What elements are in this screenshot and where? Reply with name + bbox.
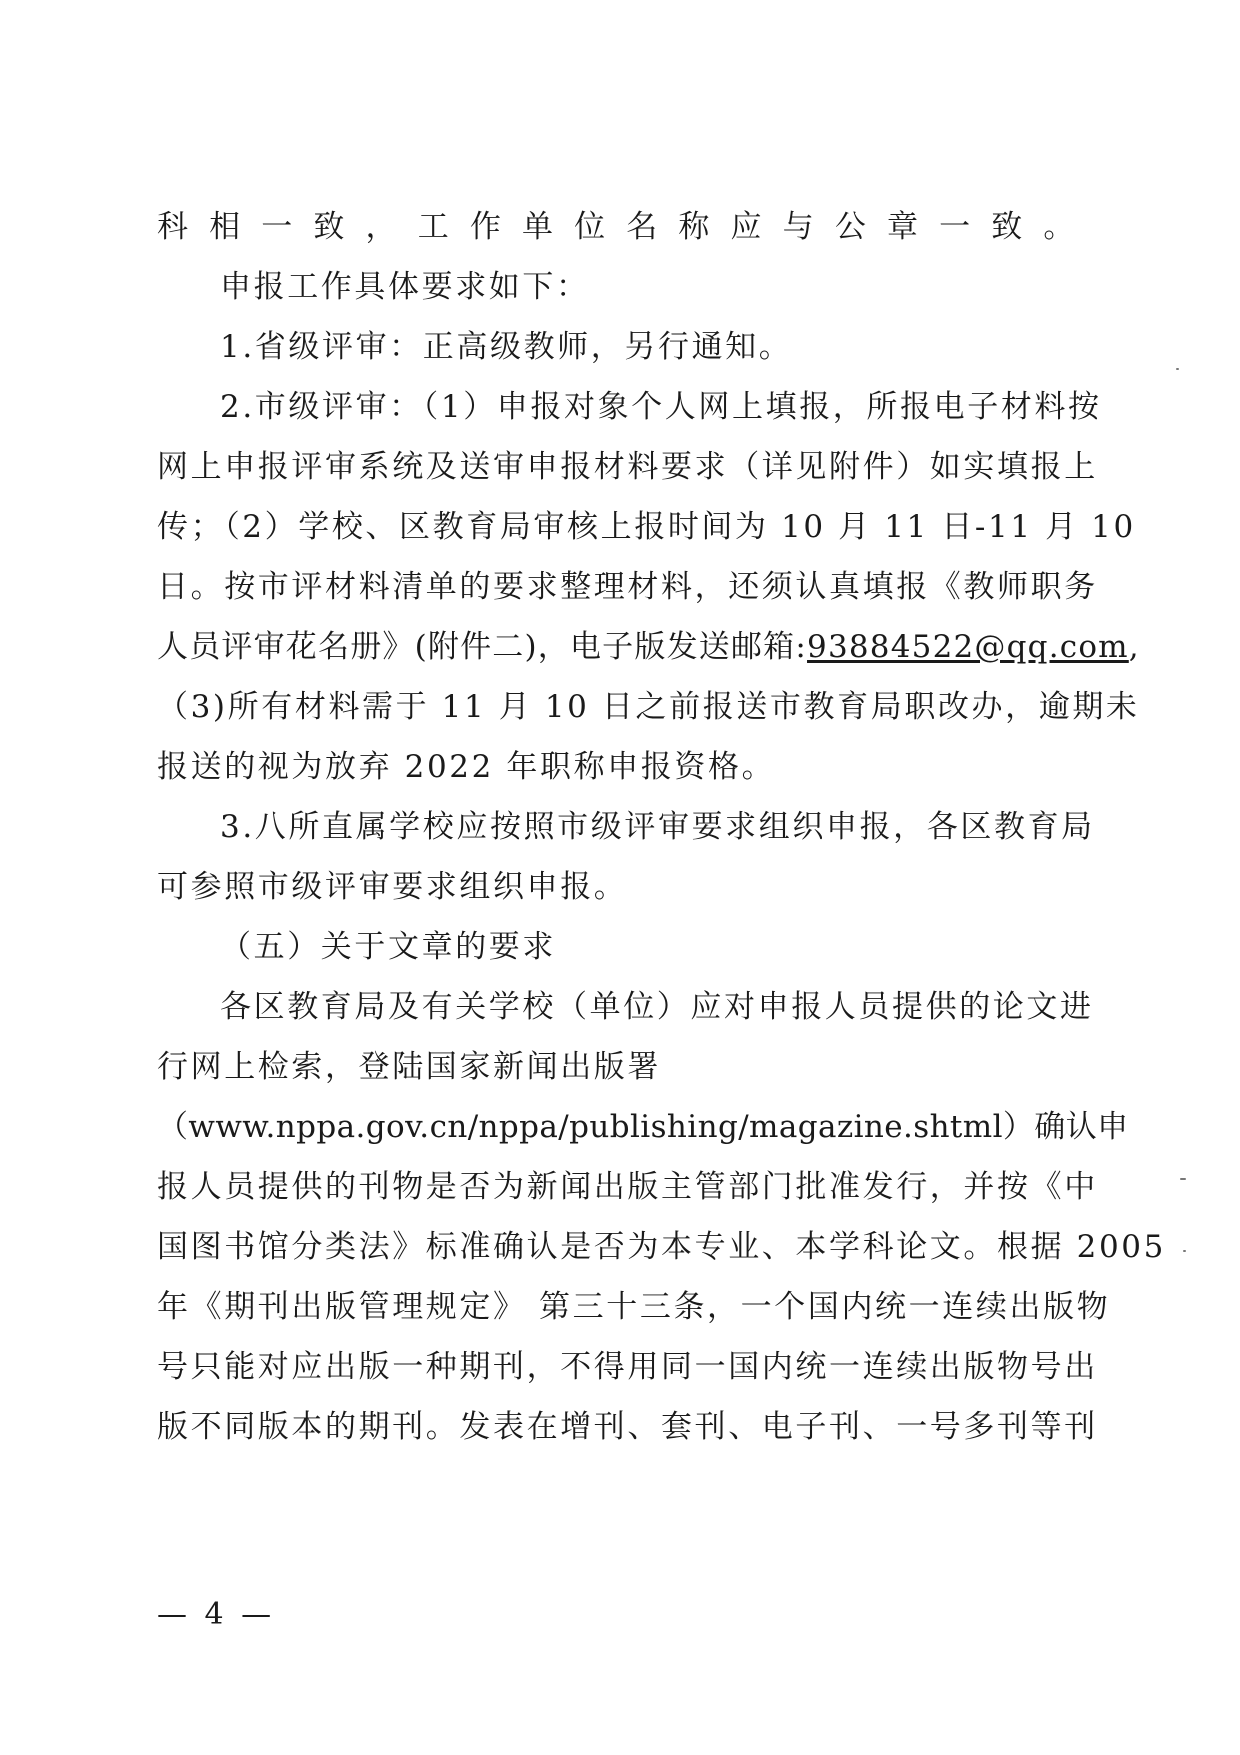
body-line: 年《期刊出版管理规定》 第三十三条，一个国内统一连续出版物 <box>157 1289 1111 1325</box>
body-line: 号只能对应出版一种期刊，不得用同一国内统一连续出版物号出 <box>157 1349 1098 1385</box>
body-line-url: （www.nppa.gov.cn/nppa/publishing/magazine.shtml）确认申 <box>157 1109 1129 1145</box>
section-heading: （五）关于文章的要求 <box>220 929 556 965</box>
email-link[interactable]: 93884522@qq.com <box>807 629 1129 665</box>
body-line: 报人员提供的刊物是否为新闻出版主管部门批准发行，并按《中 <box>157 1169 1098 1205</box>
body-line: 2.市级评审：（1）申报对象个人网上填报，所报电子材料按 <box>220 389 1102 425</box>
email-suffix: , <box>1128 629 1140 665</box>
body-line: 网上申报评审系统及送审申报材料要求（详见附件）如实填报上 <box>157 449 1098 485</box>
body-line: 传；（2）学校、区教育局审核上报时间为 10 月 11 日-11 月 10 <box>157 509 1136 545</box>
body-line: 日。按市评材料清单的要求整理材料，还须认真填报《教师职务 <box>157 569 1098 605</box>
body-line: 可参照市级评审要求组织申报。 <box>157 869 628 905</box>
body-line: 版不同版本的期刊。发表在增刊、套刊、电子刊、一号多刊等刊 <box>157 1409 1098 1445</box>
body-line: （3)所有材料需于 11 月 10 日之前报送市教育局职改办，逾期未 <box>157 689 1140 725</box>
scan-speck <box>1183 1250 1186 1252</box>
body-line: 行网上检索，登陆国家新闻出版署 <box>157 1049 661 1085</box>
page-number: — 4 — <box>157 1597 276 1632</box>
body-line: 国图书馆分类法》标准确认是否为本专业、本学科论文。根据 2005 <box>157 1229 1166 1265</box>
body-line: 申报工作具体要求如下： <box>220 269 590 305</box>
body-line: 3.八所直属学校应按照市级评审要求组织申报，各区教育局 <box>220 809 1095 845</box>
body-line: 科相一致，工作单位名称应与公章一致。 <box>157 209 1077 245</box>
body-line-with-email <box>157 625 1140 669</box>
body-line: 1.省级评审：正高级教师，另行通知。 <box>220 329 793 365</box>
body-line-text: 人员评审花名册》(附件二)，电子版发送邮箱: <box>157 629 808 665</box>
body-line: 各区教育局及有关学校（单位）应对申报人员提供的论文进 <box>220 989 1094 1025</box>
scan-speck <box>1176 368 1179 370</box>
scan-speck <box>1180 1178 1186 1180</box>
body-line: 报送的视为放弃 2022 年职称申报资格。 <box>157 749 776 785</box>
